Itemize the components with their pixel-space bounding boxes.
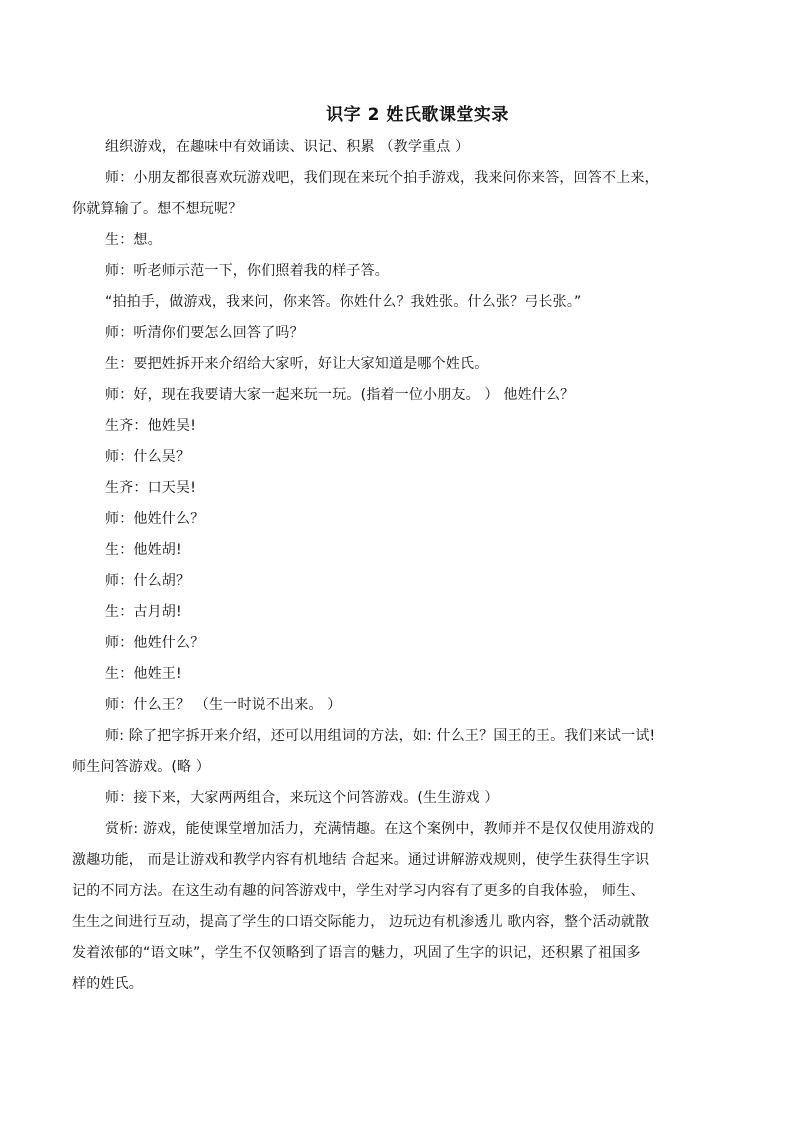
paragraph-line: 师：好，现在我要请大家一起来玩一玩。(指着一位小朋友。 ） 他姓什么？ bbox=[105, 387, 575, 403]
paragraph-line: 师：听清你们要怎么回答了吗？ bbox=[105, 325, 304, 341]
paragraph-line: 激趣功能， 而是让游戏和教学内容有机地结 合起来。通过讲解游戏规则，使学生获得生字识 bbox=[72, 852, 650, 868]
paragraph-line: 你就算输了。想不想玩呢？ bbox=[72, 201, 243, 217]
page-title: 识字 2 姓氏歌课堂实录 bbox=[326, 105, 509, 125]
paragraph-line: 师生问答游戏。(略 ） bbox=[72, 759, 211, 775]
paragraph-line: 组织游戏，在趣味中有效诵读、识记、积累 （教学重点 ） bbox=[105, 139, 470, 155]
paragraph-list bbox=[72, 132, 725, 1000]
paragraph-line: 师：小朋友都很喜欢玩游戏吧，我们现在来玩个拍手游戏，我来问你来答，回答不上来， bbox=[105, 170, 659, 186]
paragraph-line: 师：什么吴？ bbox=[105, 449, 191, 465]
paragraph-line: 生齐：口天吴! bbox=[105, 480, 197, 496]
paragraph-line: 师：接下来，大家两两组合，来玩这个问答游戏。(生生游戏 ） bbox=[105, 790, 499, 806]
paragraph-line: 生齐：他姓吴! bbox=[105, 418, 197, 434]
paragraph-line: 记的不同方法。在这生动有趣的问答游戏中，学生对学习内容有了更多的自我体验， 师生、 bbox=[72, 883, 645, 899]
document-body bbox=[72, 100, 725, 1000]
paragraph-line: 生：想。 bbox=[105, 232, 162, 248]
paragraph-line: 生生之间进行互动，提高了学生的口语交际能力， 边玩边有机渗透儿 歌内容，整个活动就散 bbox=[72, 914, 650, 930]
paragraph-line: 生：他姓胡! bbox=[105, 542, 182, 558]
paragraph-line: 师：他姓什么？ bbox=[105, 511, 205, 527]
paragraph-line: 生：他姓王! bbox=[105, 666, 182, 682]
paragraph-line: 发着浓郁的“语文味”，学生不仅领略到了语言的魅力，巩固了生字的识记，还积累了祖国多 bbox=[72, 945, 641, 961]
paragraph-line: 师：什么胡？ bbox=[105, 573, 191, 589]
paragraph-line: 师：他姓什么？ bbox=[105, 635, 205, 651]
paragraph-line: 赏析: 游戏，能使课堂增加活力，充满情趣。在这个案例中，教师并不是仅仅使用游戏的 bbox=[105, 821, 655, 837]
paragraph-line: 生：古月胡! bbox=[105, 604, 182, 620]
paragraph-line: 师：什么王？ （生一时说不出来。 ） bbox=[105, 697, 342, 713]
paragraph-line: 样的姓氏。 bbox=[72, 976, 143, 992]
paragraph-line: “拍拍手，做游戏，我来问，你来答。你姓什么？我姓张。什么张？弓长张。” bbox=[105, 294, 582, 310]
paragraph-line: 生：要把姓拆开来介绍给大家听，好让大家知道是哪个姓氏。 bbox=[105, 356, 489, 372]
paragraph-line: 师: 除了把字拆开来介绍，还可以用组词的方法，如: 什么王？国王的王。我们来试一试! bbox=[105, 728, 656, 744]
paragraph-line: 师：听老师示范一下，你们照着我的样子答。 bbox=[105, 263, 389, 279]
